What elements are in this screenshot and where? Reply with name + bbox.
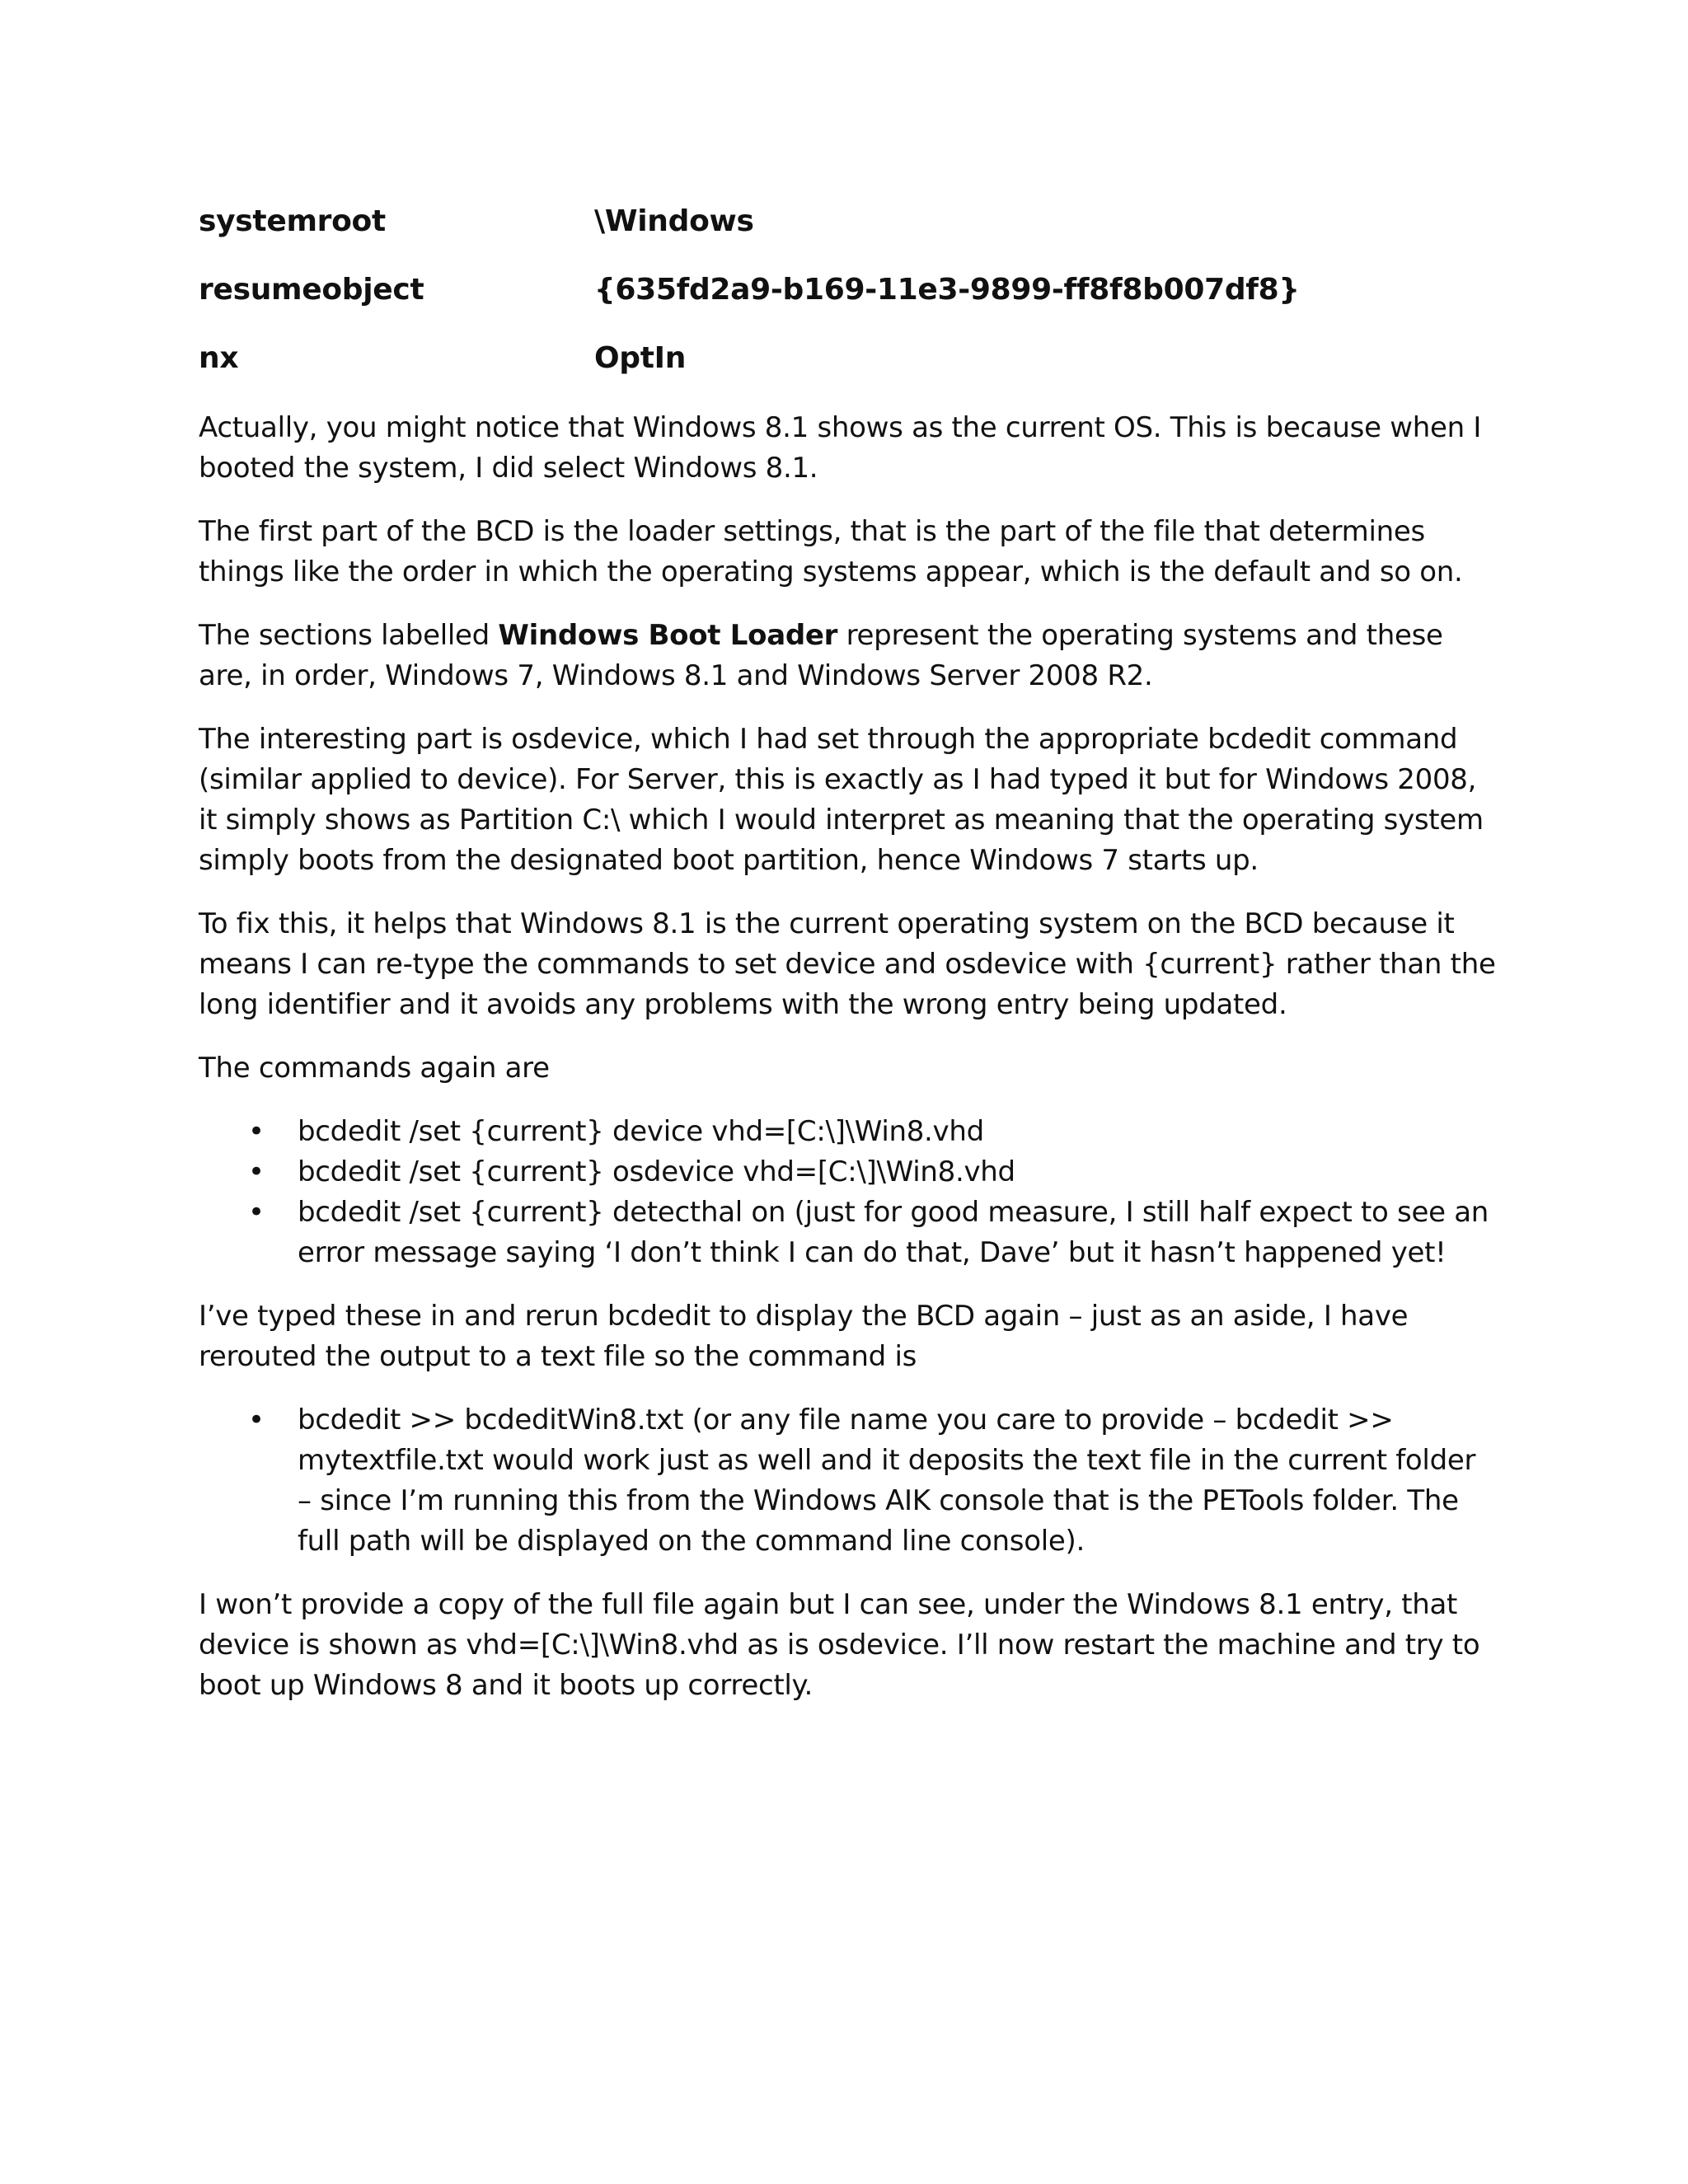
list-item: • bcdedit /set {current} detecthal on (just for good measure, I still half expect to see an error message saying ‘I don’t think I can do that, Dave’ but it hasn’t happened yet! — [199, 1193, 1497, 1273]
bold-term: Windows Boot Loader — [498, 619, 838, 652]
paragraph-osdevice: The interesting part is osdevice, which I had set through the appropriate bcdedit command (similar applied to device). For Server, this is exactly as I had typed it but for Windows 2008, it simply shows as Partition C:\ which I would interpret as meaning that the operating system simply boots from the designated boot partition, hence Windows 7 starts up. — [199, 723, 1484, 877]
list-item: • bcdedit /set {current} device vhd=[C:\]\Win8.vhd — [199, 1112, 1497, 1152]
command-list — [199, 1112, 1497, 1273]
list-item: • bcdedit >> bcdeditWin8.txt (or any file name you care to provide – bcdedit >> mytextfile.txt would work just as well and it deposits the text file in the current folder – since I’m running this from the Windows AIK console that is the PETools folder. The full path will be displayed on the command line console). — [199, 1400, 1497, 1562]
paragraph-commands-intro: The commands again are — [199, 1052, 550, 1085]
paragraph-rerun: I’ve typed these in and rerun bcdedit to display the BCD again – just as an aside, I have rerouted the output to a text file so the command is — [199, 1300, 1409, 1373]
paragraph-fix: To fix this, it helps that Windows 8.1 is the current operating system on the BCD because it means I can re-type the commands to set device and osdevice with {current} rather than the long identifier and it avoids any problems with the wrong entry being updated. — [199, 907, 1496, 1021]
redirect-list — [199, 1400, 1497, 1562]
paragraph-boot-loader-sections — [199, 616, 1497, 696]
kv-row-resumeobject — [199, 268, 1497, 336]
kv-key: nx — [199, 341, 239, 375]
text-span: represent the operating systems and these are, in order, Windows 7, Windows 8.1 and Windows Server 2008 R2. — [199, 619, 1443, 692]
kv-key: systemroot — [199, 204, 386, 238]
list-item: • bcdedit /set {current} osdevice vhd=[C:\]\Win8.vhd — [199, 1152, 1497, 1193]
kv-value: {635fd2a9-b169-11e3-9899-ff8f8b007df8} — [594, 273, 1300, 307]
kv-key: resumeobject — [199, 273, 424, 307]
paragraph-conclusion: I won’t provide a copy of the full file again but I can see, under the Windows 8.1 entry, that device is shown as vhd=[C:\]\Win8.vhd as is osdevice. I’ll now restart the machine and try to boot up Windows 8 and it boots up correctly. — [199, 1588, 1480, 1702]
paragraph-current-os: Actually, you might notice that Windows 8.1 shows as the current OS. This is because when I booted the system, I did select Windows 8.1. — [199, 411, 1482, 485]
paragraph-loader-settings: The first part of the BCD is the loader settings, that is the part of the file that determines things like the order in which the operating systems appear, which is the default and so on. — [199, 515, 1463, 588]
kv-value: OptIn — [594, 341, 687, 375]
document-page — [199, 199, 1497, 1729]
kv-row-systemroot — [199, 199, 1497, 268]
kv-value: \Windows — [594, 204, 754, 238]
kv-row-nx — [199, 336, 1497, 405]
text-span: The sections labelled — [199, 619, 499, 652]
